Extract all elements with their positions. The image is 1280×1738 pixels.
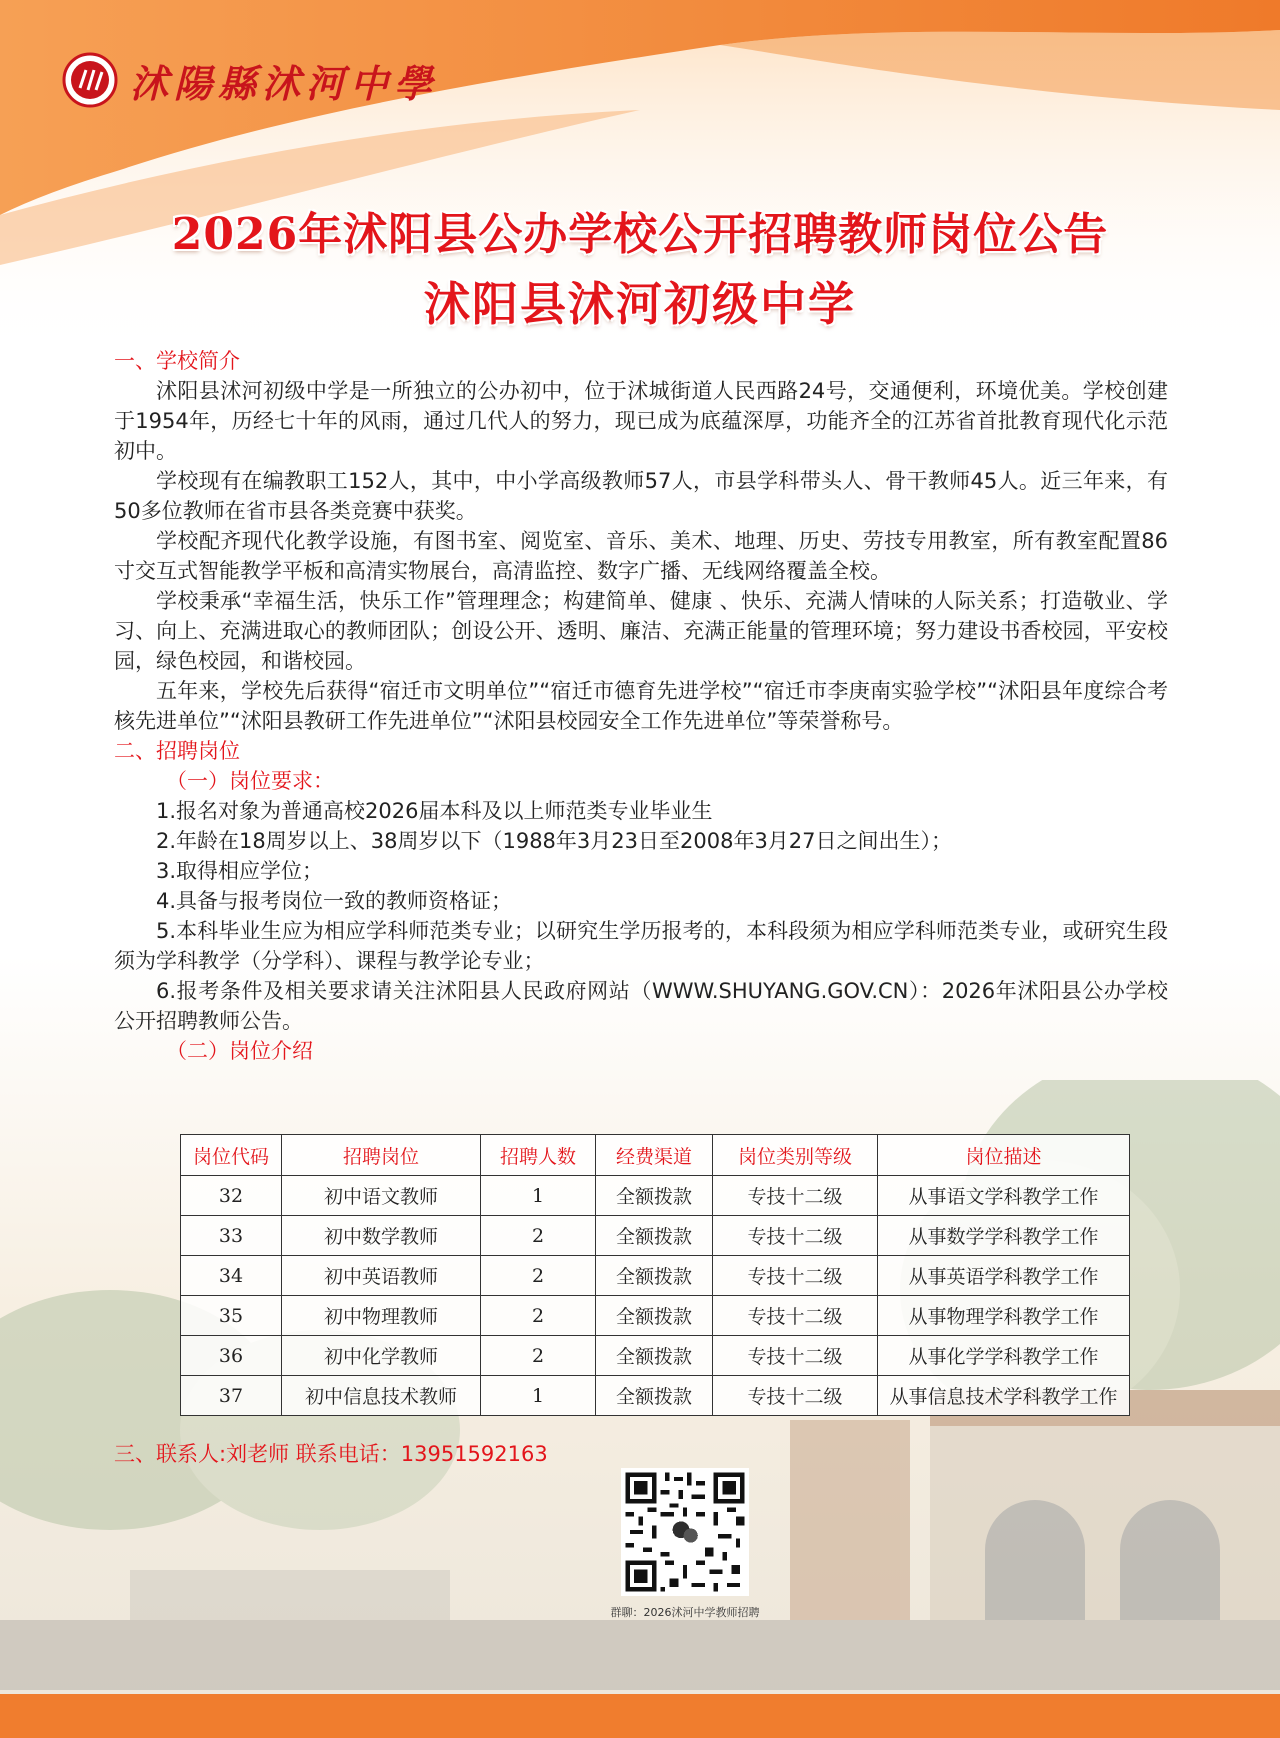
qr-code-block xyxy=(600,1468,770,1620)
table-cell: 全额拨款 xyxy=(596,1376,713,1416)
requirement-item: 4.具备与报考岗位一致的教师资格证； xyxy=(156,889,513,913)
table-row xyxy=(181,1376,1130,1416)
school-title: 沭阳县沭河初级中学 xyxy=(424,277,856,331)
table-row xyxy=(181,1216,1130,1256)
table-cell: 从事语文学科教学工作 xyxy=(878,1176,1130,1216)
table-cell: 初中英语教师 xyxy=(282,1256,481,1296)
table-row xyxy=(181,1296,1130,1336)
table-cell: 专技十二级 xyxy=(713,1296,878,1336)
table-cell: 全额拨款 xyxy=(596,1176,713,1216)
table-header-row xyxy=(181,1135,1130,1176)
table-cell: 初中信息技术教师 xyxy=(282,1376,481,1416)
table-cell: 全额拨款 xyxy=(596,1336,713,1376)
table-cell: 专技十二级 xyxy=(713,1336,878,1376)
table-cell: 专技十二级 xyxy=(713,1376,878,1416)
table-cell: 专技十二级 xyxy=(713,1216,878,1256)
requirement-item: 1.报名对象为普通高校2026届本科及以上师范类专业毕业生 xyxy=(156,799,713,823)
table-cell: 初中物理教师 xyxy=(282,1296,481,1336)
intro-paragraph: 学校配齐现代化教学设施，有图书室、阅览室、音乐、美术、地理、历史、劳技专用教室，所有教室配置86寸交互式智能教学平板和高清实物展台，高清监控、数字广播、无线网络覆盖全校。 xyxy=(114,529,1168,583)
positions-table xyxy=(180,1134,1130,1416)
section-heading-intro: 一、学校简介 xyxy=(114,349,240,373)
table-cell: 37 xyxy=(181,1376,282,1416)
requirement-item: 6.报考条件及相关要求请关注沭阳县人民政府网站（WWW.SHUYANG.GOV.CN）：2026年沭阳县公办学校公开招聘教师公告。 xyxy=(114,979,1168,1033)
intro-paragraph: 五年来，学校先后获得“宿迁市文明单位”“宿迁市德育先进学校”“宿迁市李庚南实验学校”“沭阳县年度综合考核先进单位”“沭阳县教研工作先进单位”“沭阳县校园安全工作先进单位”等荣誉称号。 xyxy=(114,679,1168,733)
table-cell: 全额拨款 xyxy=(596,1296,713,1336)
announcement-body xyxy=(114,346,1168,1066)
table-row xyxy=(181,1336,1130,1376)
table-cell: 35 xyxy=(181,1296,282,1336)
column-header: 招聘人数 xyxy=(481,1135,596,1176)
announcement-title: 2026年沭阳县公办学校公开招聘教师岗位公告 xyxy=(171,209,1109,260)
table-cell: 专技十二级 xyxy=(713,1176,878,1216)
table-cell: 全额拨款 xyxy=(596,1216,713,1256)
table-row xyxy=(181,1176,1130,1216)
intro-paragraph: 学校秉承“幸福生活，快乐工作”管理理念；构建简单、健康 、快乐、充满人情味的人际关系；打造敬业、学习、向上、充满进取心的教师团队；创设公开、透明、廉洁、充满正能量的管理环境；努力建设书香校园，平安校园，绿色校园，和谐校园。 xyxy=(114,589,1168,673)
wechat-group-qr-code[interactable] xyxy=(621,1468,749,1596)
table-cell: 初中数学教师 xyxy=(282,1216,481,1256)
table-cell: 从事信息技术学科教学工作 xyxy=(878,1376,1130,1416)
school-emblem-icon xyxy=(62,52,118,108)
column-header: 岗位描述 xyxy=(878,1135,1130,1176)
table-cell: 1 xyxy=(481,1176,596,1216)
table-cell: 32 xyxy=(181,1176,282,1216)
table-cell: 从事英语学科教学工作 xyxy=(878,1256,1130,1296)
table-cell: 33 xyxy=(181,1216,282,1256)
subheading-position-intro: （二）岗位介绍 xyxy=(166,1039,313,1063)
table-cell: 专技十二级 xyxy=(713,1256,878,1296)
requirement-item: 2.年龄在18周岁以上、38周岁以下（1988年3月23日至2008年3月27日之间出生）； xyxy=(156,829,953,853)
section-heading-positions: 二、招聘岗位 xyxy=(114,739,240,763)
table-cell: 初中化学教师 xyxy=(282,1336,481,1376)
column-header: 岗位代码 xyxy=(181,1135,282,1176)
table-cell: 36 xyxy=(181,1336,282,1376)
subheading-requirements: （一）岗位要求： xyxy=(166,769,334,793)
positions-table-container xyxy=(180,1134,1130,1416)
table-cell: 34 xyxy=(181,1256,282,1296)
table-cell: 2 xyxy=(481,1216,596,1256)
school-logo-name: 沭陽縣沭河中學 xyxy=(130,60,439,106)
table-cell: 从事数学学科教学工作 xyxy=(878,1216,1130,1256)
contact-info: 三、联系人:刘老师 联系电话：13951592163 xyxy=(114,1442,548,1466)
table-cell: 2 xyxy=(481,1256,596,1296)
table-cell: 初中语文教师 xyxy=(282,1176,481,1216)
table-cell: 从事物理学科教学工作 xyxy=(878,1296,1130,1336)
column-header: 经费渠道 xyxy=(596,1135,713,1176)
intro-paragraph: 学校现有在编教职工152人，其中，中小学高级教师57人，市县学科带头人、骨干教师45人。近三年来，有50多位教师在省市县各类竞赛中获奖。 xyxy=(114,469,1168,523)
requirement-item: 5.本科毕业生应为相应学科师范类专业；以研究生学历报考的，本科段须为相应学科师范类专业，或研究生段须为学科教学（分学科）、课程与教学论专业； xyxy=(114,919,1168,973)
table-cell: 1 xyxy=(481,1376,596,1416)
intro-paragraph: 沭阳县沭河初级中学是一所独立的公办初中，位于沭城街道人民西路24号，交通便利，环境优美。学校创建于1954年，历经七十年的风雨，通过几代人的努力，现已成为底蕴深厚，功能齐全的江苏省首批教育现代化示范初中。 xyxy=(114,379,1168,463)
school-logo xyxy=(62,52,438,108)
table-cell: 2 xyxy=(481,1296,596,1336)
table-cell: 2 xyxy=(481,1336,596,1376)
table-cell: 从事化学学科教学工作 xyxy=(878,1336,1130,1376)
footer-bar xyxy=(0,1694,1280,1738)
table-cell: 全额拨款 xyxy=(596,1256,713,1296)
qr-caption: 群聊：2026沭河中学教师招聘 xyxy=(610,1606,760,1619)
table-row xyxy=(181,1256,1130,1296)
column-header: 岗位类别等级 xyxy=(713,1135,878,1176)
requirement-item: 3.取得相应学位； xyxy=(156,859,324,883)
column-header: 招聘岗位 xyxy=(282,1135,481,1176)
